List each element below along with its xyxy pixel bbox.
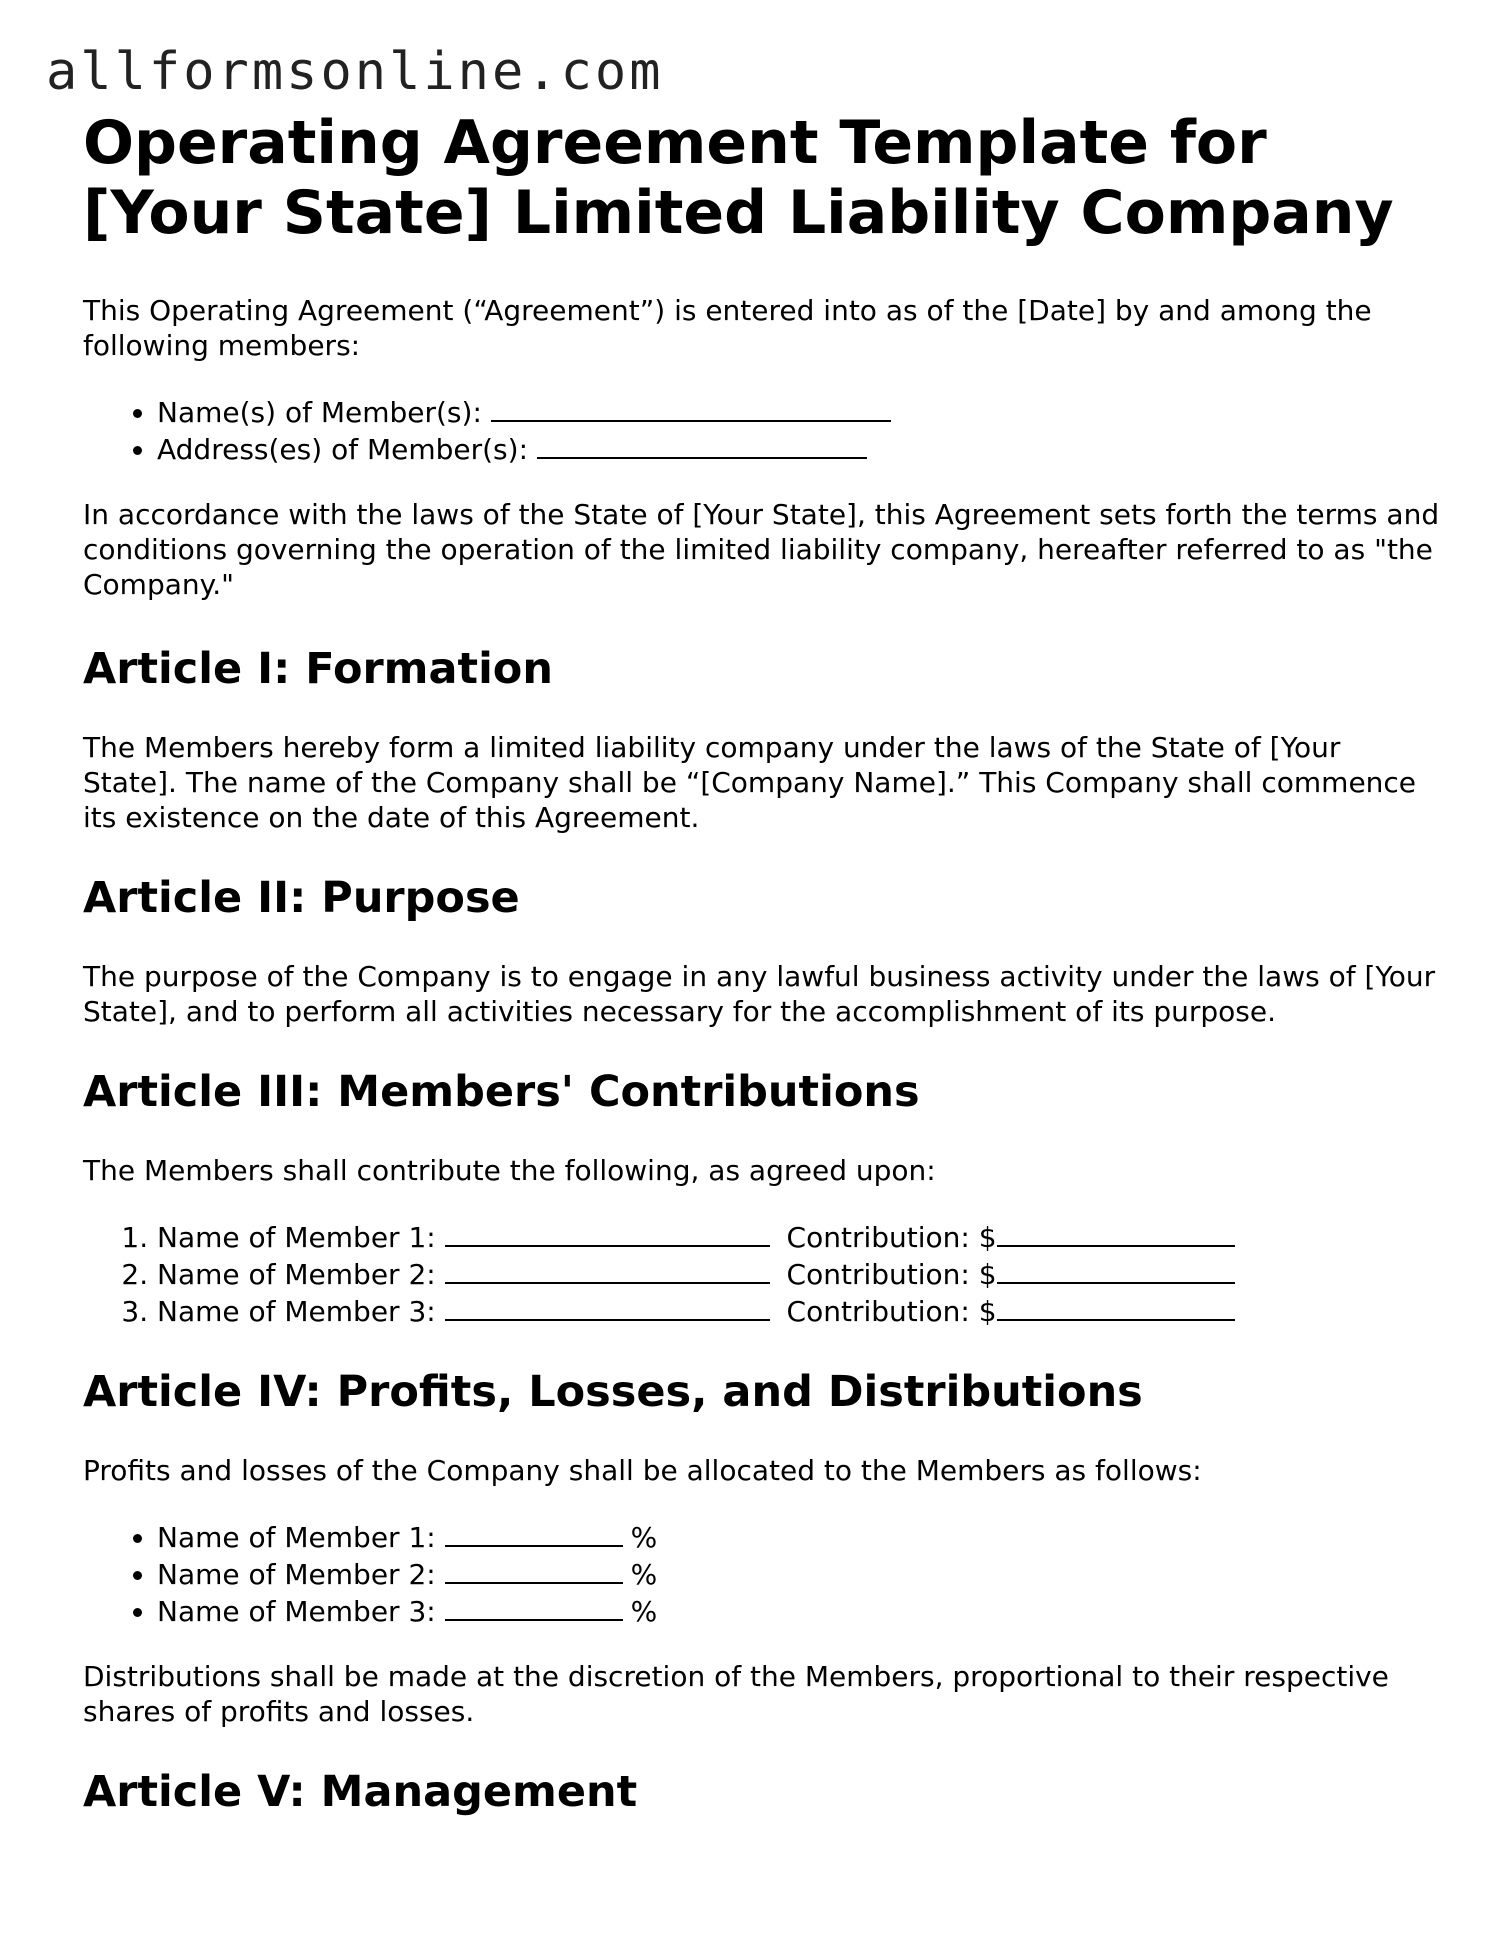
member-3-name-field[interactable] (445, 1292, 770, 1321)
list-item (157, 1592, 1443, 1629)
percent-sign: % (630, 1521, 658, 1554)
member-1-contribution-label: Contribution: $ (786, 1221, 997, 1254)
article-1-heading: Article I: Formation (83, 644, 553, 694)
article-4-body: Profits and losses of the Company shall be allocated to the Members as follows: (83, 1454, 1202, 1487)
member-1-name-field[interactable] (445, 1218, 770, 1247)
member-3-contribution-field[interactable] (997, 1292, 1235, 1321)
article-3-heading: Article III: Members' Contributions (83, 1067, 920, 1117)
allocation-member-1-label: Name of Member 1: (157, 1521, 436, 1554)
member-2-contribution-field[interactable] (997, 1255, 1235, 1284)
distributions-paragraph: Distributions shall be made at the discretion of the Members, proportional to their respective shares of profits and losses. (83, 1660, 1389, 1728)
article-4-heading: Article IV: Profits, Losses, and Distributions (83, 1367, 1143, 1417)
article-5-heading: Article V: Management (83, 1767, 638, 1817)
member-fields-list (83, 393, 1443, 467)
article-2-heading: Article II: Purpose (83, 873, 520, 923)
list-item (157, 393, 1443, 430)
list-item (157, 1555, 1443, 1592)
member-3-name-label: Name of Member 3: (157, 1295, 436, 1328)
member-2-name-label: Name of Member 2: (157, 1258, 436, 1291)
contributions-list (83, 1218, 1443, 1329)
allocation-list (83, 1518, 1443, 1629)
article-3-body: The Members shall contribute the following, as agreed upon: (83, 1154, 936, 1187)
allocation-member-3-label: Name of Member 3: (157, 1595, 436, 1628)
member-2-name-field[interactable] (445, 1255, 770, 1284)
document-title (83, 108, 1443, 248)
list-item (157, 1218, 1443, 1255)
allocation-member-2-label: Name of Member 2: (157, 1558, 436, 1591)
member-names-field[interactable] (491, 393, 891, 422)
title-line-1: Operating Agreement Template for (83, 108, 1267, 178)
member-2-contribution-label: Contribution: $ (786, 1258, 997, 1291)
percent-sign: % (630, 1595, 658, 1628)
percent-sign: % (630, 1558, 658, 1591)
title-line-2: [Your State] Limited Liability Company (83, 178, 1394, 248)
member-addresses-field[interactable] (537, 430, 867, 459)
list-item (157, 1255, 1443, 1292)
document-page (83, 108, 1443, 1819)
member-1-contribution-field[interactable] (997, 1218, 1235, 1247)
governing-law-paragraph: In accordance with the laws of the State of [Your State], this Agreement sets forth the terms and conditions governing the operation of the limited liability company, hereafter referred to as "the Company." (83, 498, 1440, 601)
member-names-label: Name(s) of Member(s): (157, 396, 482, 429)
member-addresses-label: Address(es) of Member(s): (157, 433, 528, 466)
article-2-body: The purpose of the Company is to engage in any lawful business activity under the laws of [Your State], and to perform all activities necessary for the accomplishment of its purpose. (83, 960, 1436, 1028)
allocation-member-2-field[interactable] (445, 1555, 623, 1584)
site-watermark: allformsonline.com (46, 42, 664, 102)
list-item (157, 430, 1443, 467)
article-1-body: The Members hereby form a limited liability company under the laws of the State of [Your State]. The name of the Company shall be “[Company Name].” This Company shall commence its existence on the date of this Agreement. (83, 731, 1417, 834)
intro-paragraph: This Operating Agreement (“Agreement”) is entered into as of the [Date] by and among the following members: (83, 294, 1372, 362)
list-item (157, 1518, 1443, 1555)
member-3-contribution-label: Contribution: $ (786, 1295, 997, 1328)
list-item (157, 1292, 1443, 1329)
allocation-member-1-field[interactable] (445, 1518, 623, 1547)
allocation-member-3-field[interactable] (445, 1592, 623, 1621)
member-1-name-label: Name of Member 1: (157, 1221, 436, 1254)
